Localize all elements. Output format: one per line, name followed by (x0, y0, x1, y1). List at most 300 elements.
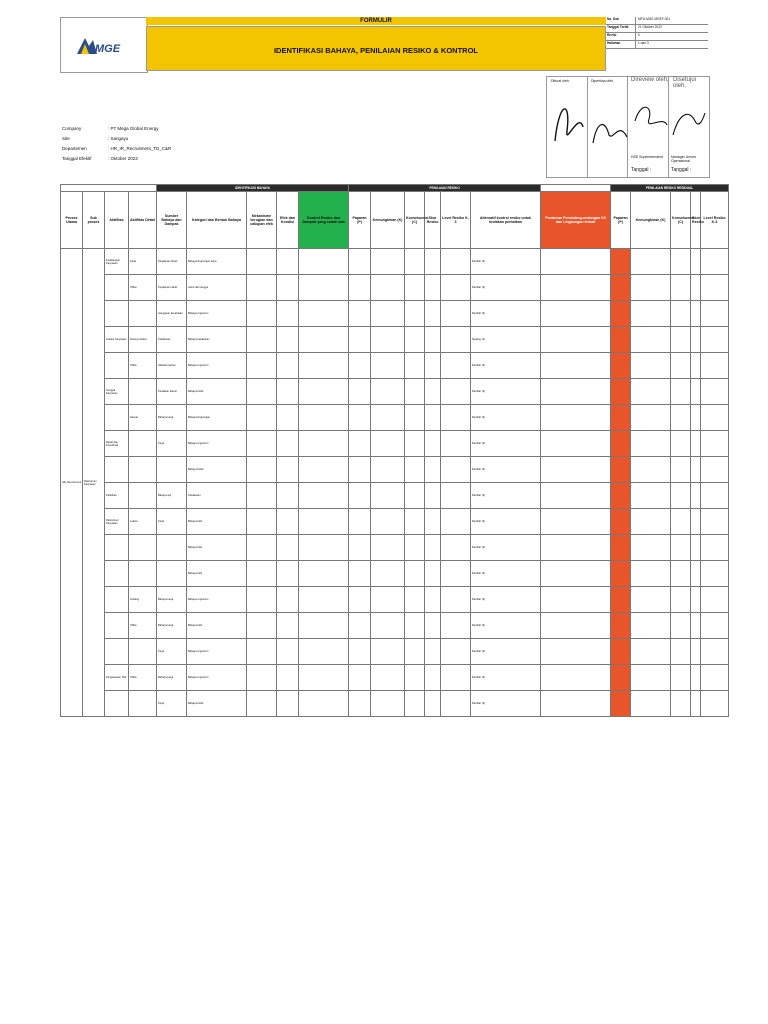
table-cell (105, 535, 129, 561)
table-cell: Rendah (3) (471, 691, 541, 717)
table-cell (105, 353, 129, 379)
column-header: Kontrol Resiko dan Dampak yang sudah ada (299, 192, 349, 249)
table-cell (541, 509, 611, 535)
table-cell (277, 353, 299, 379)
table-cell (277, 275, 299, 301)
table-cell (631, 275, 671, 301)
table-cell (425, 509, 441, 535)
table-cell: Rendah (3) (471, 509, 541, 535)
table-cell (691, 587, 701, 613)
table-cell: Bahaya kerja (157, 613, 187, 639)
table-cell (299, 327, 349, 353)
table-row (61, 665, 729, 691)
table-row (61, 457, 729, 483)
column-header: Kategori dan Bentuk Bahaya (187, 192, 247, 249)
table-cell (405, 405, 425, 431)
column-header: Proses Utama (61, 192, 83, 249)
table-cell (671, 691, 691, 717)
table-cell: Bahaya ergonomi (187, 639, 247, 665)
table-cell (541, 249, 611, 275)
table-cell (691, 275, 701, 301)
table-cell: Rendah (3) (471, 249, 541, 275)
table-cell (631, 483, 671, 509)
table-cell (631, 561, 671, 587)
table-cell (671, 613, 691, 639)
table-cell (611, 665, 631, 691)
table-cell (671, 431, 691, 457)
table-cell (441, 353, 471, 379)
table-cell (691, 327, 701, 353)
table-cell: Kerja (157, 639, 187, 665)
table-cell (541, 691, 611, 717)
column-header: Sub proses (83, 192, 105, 249)
table-cell (541, 483, 611, 509)
table-cell: Rekrutmen Karyawan (83, 249, 105, 717)
table-cell (247, 457, 277, 483)
table-cell: Bahaya fisik (187, 509, 247, 535)
table-cell (691, 457, 701, 483)
table-cell (105, 691, 129, 717)
table-cell: Bahaya fisik (187, 535, 247, 561)
table-cell: Perjalanan darat (157, 275, 187, 301)
table-row (61, 327, 729, 353)
table-cell (441, 379, 471, 405)
column-header: Peraturan Perundang-undangan K3 dan Lingkungan terkait (541, 192, 611, 249)
meta-row: Revisi 0 (606, 33, 708, 41)
table-cell (425, 431, 441, 457)
column-header: Konsekuensi (C) (671, 192, 691, 249)
table-cell (299, 587, 349, 613)
table-cell (405, 587, 425, 613)
table-cell (277, 587, 299, 613)
table-cell (349, 561, 371, 587)
table-cell: Bahaya listrik (187, 457, 247, 483)
table-cell (129, 691, 157, 717)
table-cell: Rendah (3) (471, 665, 541, 691)
table-cell (611, 535, 631, 561)
table-cell (541, 301, 611, 327)
table-cell (701, 379, 729, 405)
table-cell (247, 379, 277, 405)
table-cell: Kerja (157, 431, 187, 457)
group-header-penilaian: PENILAIAN RESIKO (349, 185, 541, 192)
table-cell (611, 613, 631, 639)
table-row (61, 275, 729, 301)
table-cell (541, 535, 611, 561)
column-header: Mekanisme kerugian dan cakupan efek (247, 192, 277, 249)
table-cell (441, 613, 471, 639)
table-cell (371, 327, 405, 353)
table-cell (247, 613, 277, 639)
table-cell (299, 483, 349, 509)
table-cell (349, 587, 371, 613)
table-cell (425, 405, 441, 431)
table-cell (631, 249, 671, 275)
table-cell (425, 379, 441, 405)
risk-table (60, 184, 729, 717)
table-cell (631, 301, 671, 327)
table-cell (701, 327, 729, 353)
table-cell: Perjalanan dinas (157, 249, 187, 275)
table-body (61, 249, 729, 717)
table-cell (611, 587, 631, 613)
table-cell: Kerja (157, 509, 187, 535)
table-cell (611, 353, 631, 379)
table-row (61, 587, 729, 613)
meta-row: Halaman 1 dari 3 (606, 41, 708, 49)
table-cell (671, 587, 691, 613)
table-cell (349, 405, 371, 431)
table-cell: Bahaya fisik (187, 561, 247, 587)
column-header: Level Resiko K-3 (441, 192, 471, 249)
table-cell (611, 379, 631, 405)
info-site: Site : Sangayu (62, 136, 129, 141)
table-cell (671, 639, 691, 665)
table-cell (247, 431, 277, 457)
table-cell (701, 301, 729, 327)
table-cell (405, 639, 425, 665)
table-cell (701, 587, 729, 613)
table-cell (691, 483, 701, 509)
table-cell (691, 691, 701, 717)
table-row (61, 613, 729, 639)
table-cell (371, 483, 405, 509)
info-effective-date: Tanggal Efektif : Oktober 2023 (62, 156, 138, 161)
table-cell (157, 561, 187, 587)
table-cell (631, 509, 671, 535)
table-cell (371, 509, 405, 535)
table-cell (349, 431, 371, 457)
table-cell (349, 353, 371, 379)
table-cell: Bahaya kerja (157, 587, 187, 613)
table-cell (247, 249, 277, 275)
table-cell (691, 613, 701, 639)
table-cell (701, 691, 729, 717)
table-cell (299, 431, 349, 457)
table-cell: Office (129, 665, 157, 691)
table-cell (277, 483, 299, 509)
table-cell (349, 639, 371, 665)
table-cell (105, 405, 129, 431)
table-cell (691, 535, 701, 561)
meta-row: Tanggal Terbit 21 Oktober 2023 (606, 25, 708, 33)
table-cell: Bahaya fisik (187, 613, 247, 639)
info-company: Company : PT Mega Global Energy (62, 126, 159, 131)
table-cell: Gangguan kesehatan (157, 301, 187, 327)
table-cell (631, 639, 671, 665)
table-cell (299, 561, 349, 587)
table-cell (299, 457, 349, 483)
table-cell (405, 665, 425, 691)
table-cell: Induksi Karyawan (105, 327, 129, 353)
table-cell (701, 353, 729, 379)
table-cell (105, 301, 129, 327)
table-cell (349, 665, 371, 691)
table-cell (701, 639, 729, 665)
table-cell (105, 613, 129, 639)
table-cell (129, 431, 157, 457)
table-cell (441, 535, 471, 561)
table-cell (371, 691, 405, 717)
column-header: Level Resiko K-3 (701, 192, 729, 249)
table-cell (277, 431, 299, 457)
table-cell (105, 639, 129, 665)
table-cell (425, 301, 441, 327)
table-cell (541, 379, 611, 405)
table-cell (425, 639, 441, 665)
table-cell (611, 275, 631, 301)
table-cell: Bahaya ergonomi (187, 665, 247, 691)
column-header: Kemungkinan (K) (371, 192, 405, 249)
table-cell (425, 613, 441, 639)
table-cell (129, 483, 157, 509)
table-cell: Bahaya ergonomi (187, 301, 247, 327)
table-cell (541, 613, 611, 639)
table-cell (277, 561, 299, 587)
table-cell (349, 379, 371, 405)
table-cell (631, 535, 671, 561)
approve-date-label: Tanggal : (671, 167, 692, 173)
table-cell (441, 483, 471, 509)
table-cell (701, 457, 729, 483)
table-cell (691, 379, 701, 405)
table-cell (277, 249, 299, 275)
table-cell: Rendah (3) (471, 301, 541, 327)
table-cell (425, 535, 441, 561)
table-cell (129, 535, 157, 561)
table-cell (247, 587, 277, 613)
table-cell (541, 327, 611, 353)
table-cell (349, 613, 371, 639)
column-header: Efek dan Kondisi (277, 192, 299, 249)
table-cell: Office (129, 275, 157, 301)
table-cell (441, 665, 471, 691)
table-cell: Kebakaran (157, 327, 187, 353)
table-cell (349, 483, 371, 509)
table-cell (371, 353, 405, 379)
table-cell: Bahaya ergonomi (187, 587, 247, 613)
table-cell (371, 457, 405, 483)
table-cell: Sedang (3) (471, 327, 541, 353)
table-cell: Bahaya kerja (157, 405, 187, 431)
table-cell: Peralatan kantor (157, 379, 187, 405)
table-cell (247, 639, 277, 665)
table-cell (671, 327, 691, 353)
table-cell: Rendah (3) (471, 613, 541, 639)
table-cell (671, 379, 691, 405)
table-cell (441, 691, 471, 717)
review-date-label: Tanggal : (631, 167, 652, 173)
table-cell (349, 691, 371, 717)
meta-row: No. Dok MPU-MGE-MGEF-001 (606, 17, 708, 25)
table-cell (441, 431, 471, 457)
table-cell (441, 639, 471, 665)
table-cell: Rendah (3) (471, 587, 541, 613)
table-cell (425, 457, 441, 483)
table-cell (405, 613, 425, 639)
table-cell (691, 301, 701, 327)
table-cell (611, 327, 631, 353)
column-header: Paparan (P) (349, 192, 371, 249)
table-cell (671, 535, 691, 561)
table-cell (129, 639, 157, 665)
table-cell (105, 587, 129, 613)
table-cell (441, 275, 471, 301)
table-cell (371, 665, 405, 691)
table-cell (441, 587, 471, 613)
table-cell (371, 249, 405, 275)
table-cell (441, 301, 471, 327)
table-row (61, 509, 729, 535)
table-cell (405, 509, 425, 535)
table-cell (671, 353, 691, 379)
table-cell (129, 379, 157, 405)
table-cell (299, 379, 349, 405)
column-header: Sumber Bahaya dan Dampak (157, 192, 187, 249)
table-cell (701, 431, 729, 457)
table-cell (701, 613, 729, 639)
table-cell (631, 379, 671, 405)
table-cell (631, 587, 671, 613)
table-cell (349, 535, 371, 561)
table-cell (247, 535, 277, 561)
table-cell: Rendah (3) (471, 561, 541, 587)
table-cell: HR_Recruitment (61, 249, 83, 717)
table-cell (611, 639, 631, 665)
table-cell: Bahaya kebakaran (187, 327, 247, 353)
table-cell (701, 665, 729, 691)
approver-role: Manager Umum Operasional (671, 155, 697, 163)
table-cell (277, 613, 299, 639)
table-cell (405, 301, 425, 327)
table-cell (671, 509, 691, 535)
table-cell (631, 431, 671, 457)
table-cell (701, 249, 729, 275)
table-cell: Rendah (3) (471, 275, 541, 301)
table-cell (299, 639, 349, 665)
table-cell (441, 327, 471, 353)
table-cell: Bahaya lingkungan kerja (187, 249, 247, 275)
table-cell: Lokasi (129, 509, 157, 535)
table-row (61, 483, 729, 509)
table-cell (701, 483, 729, 509)
table-cell (371, 535, 405, 561)
table-cell: Pengawasan Staf (105, 665, 129, 691)
table-cell (691, 509, 701, 535)
meta-box (606, 17, 708, 71)
table-cell (671, 483, 691, 509)
table-cell: Ruang Induksi (129, 327, 157, 353)
table-cell (441, 249, 471, 275)
table-cell: Rendah (3) (471, 535, 541, 561)
table-cell (371, 275, 405, 301)
table-cell (441, 561, 471, 587)
table-cell (691, 431, 701, 457)
form-label: FORMULIR (146, 17, 606, 25)
table-cell (105, 457, 129, 483)
prepared-by-label: Dibuat oleh, (551, 79, 570, 83)
table-cell (541, 431, 611, 457)
table-cell (441, 509, 471, 535)
table-cell (425, 353, 441, 379)
table-cell (299, 353, 349, 379)
table-cell (631, 691, 671, 717)
table-cell (247, 327, 277, 353)
table-cell (611, 249, 631, 275)
table-cell (371, 613, 405, 639)
table-cell (541, 405, 611, 431)
table-cell: Aktivitas kantor (157, 353, 187, 379)
table-row (61, 405, 729, 431)
table-cell (611, 483, 631, 509)
logo-box (60, 17, 148, 73)
table-cell (405, 249, 425, 275)
table-cell (157, 535, 187, 561)
table-cell (671, 561, 691, 587)
table-cell (671, 249, 691, 275)
column-header-row (61, 192, 729, 249)
column-header: Konsekuensi (C) (405, 192, 425, 249)
table-cell: Rendah (3) (471, 431, 541, 457)
table-cell (425, 665, 441, 691)
reviewed-by-label: Direview oleh, (631, 77, 669, 83)
table-cell (371, 587, 405, 613)
table-cell (541, 275, 611, 301)
table-cell (247, 353, 277, 379)
table-cell (105, 275, 129, 301)
group-header-residual: PENILAIAN RESIKO RESIDUAL (611, 185, 729, 192)
table-cell: Rendah (3) (471, 483, 541, 509)
table-cell (631, 327, 671, 353)
table-cell (701, 535, 729, 561)
table-cell (299, 613, 349, 639)
table-cell (247, 275, 277, 301)
table-row (61, 249, 729, 275)
table-cell (405, 327, 425, 353)
column-header: Skor Resiko (425, 192, 441, 249)
column-header: Skor Resiko (691, 192, 701, 249)
table-cell (671, 665, 691, 691)
logo-text: MGE (95, 43, 121, 55)
table-cell (371, 431, 405, 457)
table-cell (247, 691, 277, 717)
table-cell (405, 561, 425, 587)
table-cell (299, 509, 349, 535)
table-cell (541, 587, 611, 613)
table-cell (349, 275, 371, 301)
table-cell (405, 379, 425, 405)
document-sheet (60, 14, 726, 1014)
table-cell (631, 353, 671, 379)
table-cell (541, 561, 611, 587)
table-cell (631, 613, 671, 639)
table-cell (105, 561, 129, 587)
table-cell (541, 639, 611, 665)
table-cell: Rendah (3) (471, 353, 541, 379)
column-header: Aktifitas Detail (129, 192, 157, 249)
table-row (61, 639, 729, 665)
group-header-identifikasi: IDENTIFIKASI BAHAYA (157, 185, 349, 192)
table-cell: Bahaya lingkungan (187, 405, 247, 431)
table-cell (299, 275, 349, 301)
table-cell (405, 483, 425, 509)
table-row (61, 353, 729, 379)
table-cell: Rendah (3) (471, 379, 541, 405)
table-row (61, 535, 729, 561)
table-cell: Bahaya ergonomi (187, 431, 247, 457)
table-cell (611, 431, 631, 457)
table-cell (425, 275, 441, 301)
